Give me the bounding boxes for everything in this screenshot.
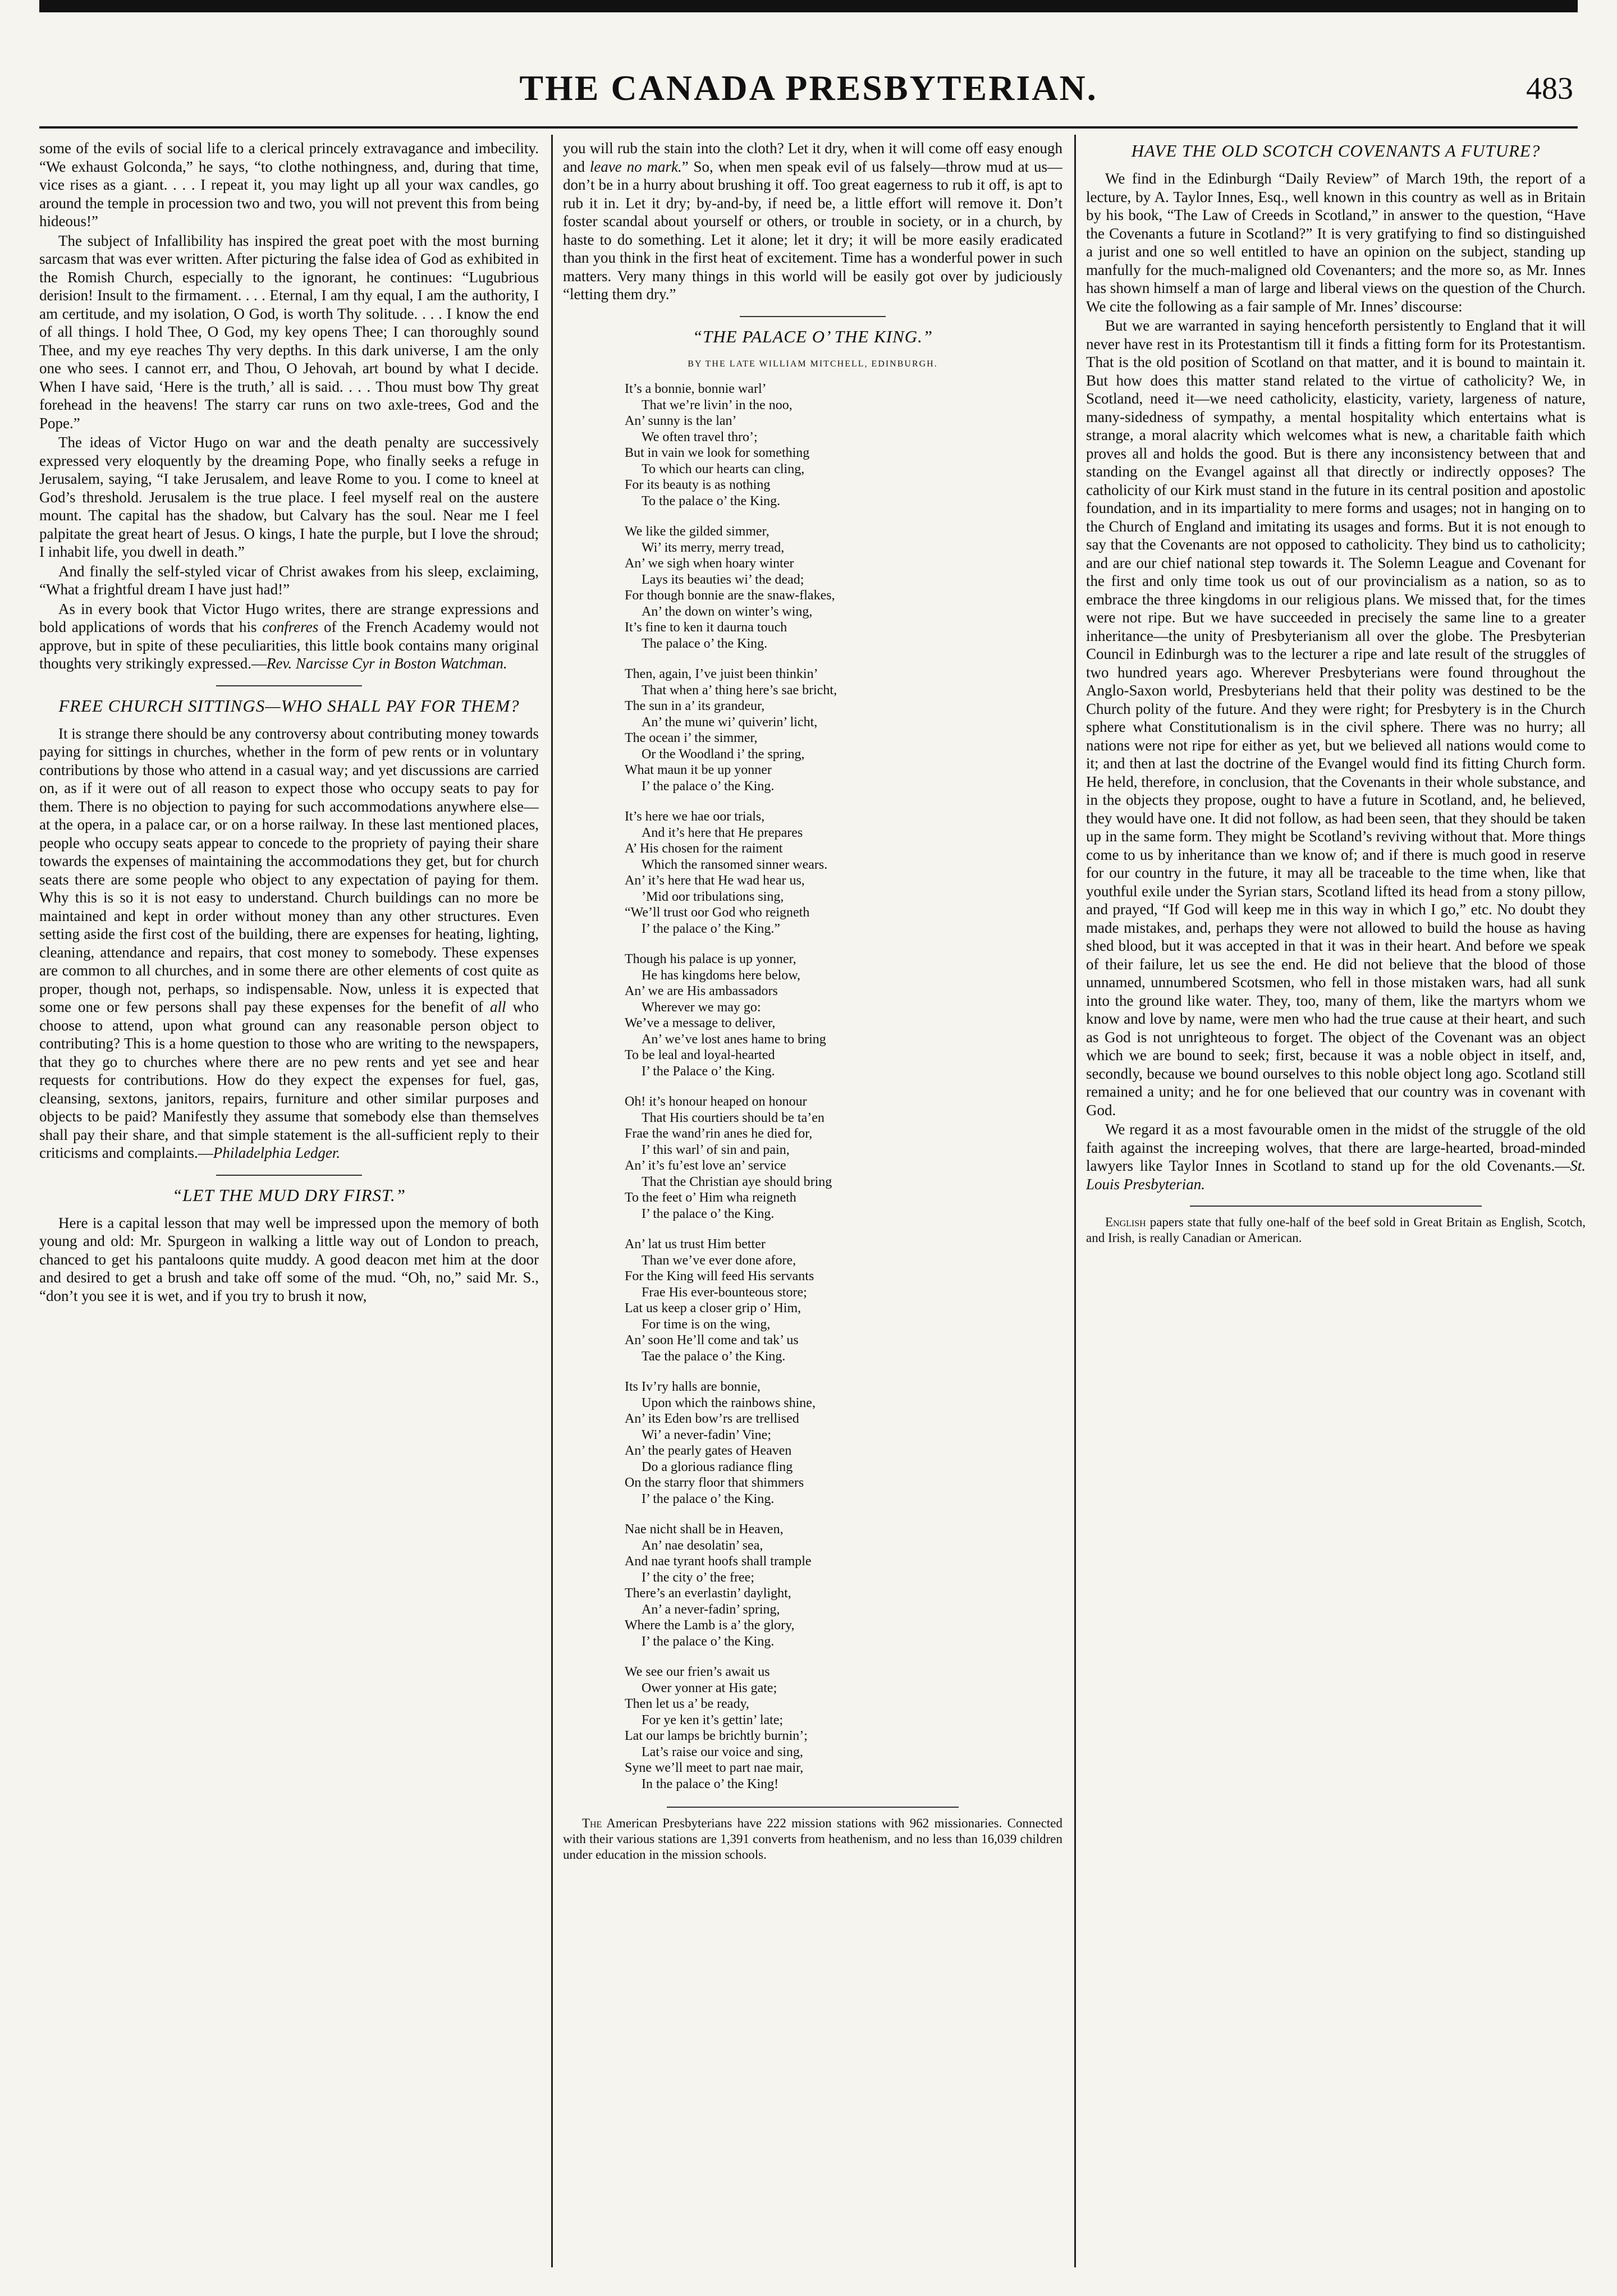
poem-line: It’s a bonnie, bonnie warl’ [625,382,767,396]
poem-line: We see our frien’s await us [625,1665,770,1679]
poem-line: I’ the palace o’ the King.” [642,921,780,936]
poem-line: Syne we’ll meet to part nae mair, [625,1761,804,1775]
source-credit: Philadelphia Ledger. [213,1144,341,1161]
poem-line: An’ a never-fadin’ spring, [642,1602,780,1617]
poem-line: In the palace o’ the King! [642,1776,779,1791]
poem-line: An’ lat us trust Him better [625,1237,766,1252]
poem-line: Lat us keep a closer grip o’ Him, [625,1301,801,1316]
poem-line: On the starry floor that shimmers [625,1475,804,1490]
column-2 [563,139,1062,2266]
poem-line: Nae nicht shall be in Heaven, [625,1522,784,1537]
article-separator [667,1807,959,1808]
column-3 [1086,139,1586,2266]
note-lead: English [1105,1215,1146,1229]
source-credit: Rev. Narcisse Cyr in Boston Watchman. [266,655,507,672]
text-run: As in every book that Victor Hugo writes, there are strange expressions and bold applications of words that his [39,600,539,635]
poem-line: Oh! it’s honour heaped on honour [625,1094,807,1109]
column-divider [1074,135,1076,2267]
poem-line: And nae tyrant hoofs shall trample [625,1554,812,1569]
poem-line: To the feet o’ Him wha reigneth [625,1190,796,1205]
poem-line: For though bonnie are the snaw-flakes, [625,588,835,603]
poem-line: To be leal and loyal-hearted [625,1048,775,1062]
text-run: ” So, when men speak evil of us falsely—throw mud at us—don’t be in a hurry about brushing it off. Too great eagerness to rub it off, is apt to rub it in. Let it dry; by-and-by, if need be, a little effort will remove it. Don’t foster scandal about yourself or others, or trouble in society, or in a church, by haste to do something. Let it alone; let it dry; it will be more easily eradicated than you think in the first heat of excitement. Time has a wonderful power in such matters. Very many things in this world will be easily got over by judiciously “letting them dry.” [563,158,1062,303]
masthead [39,67,1578,123]
note-text: American Presbyterians have 222 mission stations with 962 missionaries. Connected with their various stations are 1,391 converts from heathenism, and no less than 16,039 children under education in the mission schools. [563,1816,1062,1862]
news-note [563,1816,1062,1863]
poem-line: Lat’s raise our voice and sing, [642,1744,803,1759]
quoted-paragraph: But we are warranted in saying henceforth persistently to England that it will never have rest in its Protestantism till it finds a fitting form for its Protestantism. That is the old position of Scotland on that matter, and it is bound to maintain it. But how does this matter stand related to the virtue of catholicity? We, in Scotland, need it—we need catholicity, elasticity, variety, largeness of nature, many-sidedness of sympathy, a mental hospitality which entertains what is strange, a moral alacrity which welcomes what is new, a charitable faith which proves all and holds the good. But is there any inconsistency between that and standing on the Evangel against all that directly or indirectly opposes? The catholicity of our Kirk must stand in the future in its central position and apostolic foundation, and in its impartiality to mere forms and usages; not in hanging on to the Church of England and imitating its usages and forms. But it is not enough to say that the Covenants are not opposed to catholicity. They bind us to catholicity; and are our chief national step towards it. The Solemn League and Covenant for the first and only time took us out of our provincialism as a nation, so as to embrace the three kingdoms in our religious plans. We missed that, for the times were not ripe. But we have succeeded in precisely the same line to a greater inheritance—the unity of Presbyterianism all over the globe. The Presbyterian Council in Edinburgh was to the lecturer a ripe and late result of the struggles of two hundred years ago. Wherever Presbyterians were found throughout the Anglo-Saxon world, Presbyterians held that their polity was destined to be the Church polity of the future. And they were right; for Presbytery is in the Church sphere what Constitutionalism is in the civil sphere. There was no hurry; all nations were not ripe for either as yet, but we believed all nations would come to it; and then at last the doctrine of the Evangel would find its fitting Church form. He held, therefore, in conclusion, that the Covenants in their whole substance, and in the objects they propose, ought to have a future in Scotland, and, he believed, they would have one. It did not follow, as had been seen, that they should be taken up in the same form. They might be Scotland’s reviving without that. More things come to us by inheritance than we know of; and if there is much good in reserve for our country in the future, it may all be traceable to the time when, like that youthful exile under the Syrian stars, Scotland lifted its head from a stony pillow, and prayed, “If God will keep me in this way in which I go,” etc. No doubt they made mistakes, and, perhaps they were not allowed to build the house as having shed blood, but it was accepted in that it was in their heart. And before we speak of their failure, let us see the end. He did not believe that the blood of those unnamed, unnumbered Scotsmen, who fell in those mistaken wars, had all sunk into the ground like water. They, too, many of them, like the martyrs whom we know and love by name, were men who had the true cause at their heart, and such as God is not unrighteous to forget. The object of the Covenant was an object which we are bound to seek; first, because it was a noble object in itself, and, secondly, because we bound ourselves to this noble object long ago. Scotland still remained a unity; and he for one believed that our country was in covenant with God. [1086,317,1586,1119]
poem-line: Lays its beauties wi’ the dead; [642,572,804,587]
poem-line: An’ soon He’ll come and tak’ us [625,1333,799,1348]
article-heading: “LET THE MUD DRY FIRST.” [172,1185,406,1205]
poem-line: We’ve a message to deliver, [625,1016,776,1030]
poem-line: For its beauty is as nothing [625,478,771,492]
masthead-title: THE CANADA PRESBYTERIAN. [519,68,1098,108]
poem-line: That we’re livin’ in the noo, [642,397,793,413]
poem-stanza [625,1664,1062,1792]
poem-line: Then, again, I’ve juist been thinkin’ [625,667,818,681]
poem [625,381,1062,1792]
news-note [1086,1215,1586,1246]
page-number: 483 [1526,71,1573,106]
poem-line: An’ we sigh when hoary winter [625,556,794,571]
poem-line: Which the ransomed sinner wears. [642,857,828,872]
poem-byline: BY THE LATE WILLIAM MITCHELL, EDINBURGH. [688,359,938,369]
poem-line: For time is on the wing, [642,1317,771,1332]
poem-line: An’ nae desolatin’ sea, [642,1538,763,1553]
poem-line: I’ the palace o’ the King. [642,1634,775,1649]
poem-line: An’ it’s fu’est love an’ service [625,1158,786,1173]
poem-line: Where the Lamb is a’ the glory, [625,1618,795,1633]
emphasis: confreres [262,618,319,635]
poem-line: I’ the palace o’ the King. [642,1491,775,1506]
note-lead: The [582,1816,602,1830]
article-heading: HAVE THE OLD SCOTCH COVENANTS A FUTURE? [1131,141,1541,161]
paragraph: The ideas of Victor Hugo on war and the death penalty are successively expressed very eloquently by the dreaming Pope, who finally seeks a refuge in Jerusalem, saying, “I take Jerusalem, and leave Rome to you. I come to kneel at God’s threshold. Jerusalem is the true place. I feel myself real on the austere mount. The capital has the shadow, but Calvary has the soul. Near me I feel palpitate the great heart of Jesus. O kings, I hate the purple, but I love the shroud; I inhabit life, you dwell in death.” [39,434,539,560]
poem-line: Wi’ its merry, merry tread, [642,540,785,555]
poem-line: For ye ken it’s gettin’ late; [642,1712,784,1727]
poem-line: We often travel thro’; [642,429,758,444]
poem-line: Then let us a’ be ready, [625,1697,749,1711]
paragraph [39,725,539,1162]
text-run: We regard it as a most favourable omen in the midst of the struggle of the old faith against the increeping wolves, that there are large-hearted, broad-minded lawyers like Taylor Innes in Scotland to stand up for the old Covenants.— [1086,1121,1586,1174]
poem-line: To which our hearts can cling, [642,461,805,476]
poem-line: For the King will feed His servants [625,1269,814,1284]
article-separator [216,685,362,686]
poem-line: It’s here we hae oor trials, [625,809,765,824]
poem-line: He has kingdoms here below, [642,968,801,983]
poem-line: That the Christian aye should bring [642,1174,832,1189]
poem-line: I’ the Palace o’ the King. [642,1064,775,1079]
poem-line: I’ the city o’ the free; [642,1570,754,1585]
poem-line: Lat our lamps be brichtly burnin’; [625,1729,808,1743]
text-run: you will rub the stain into the cloth? Let it dry, when it will come off easy enough and [563,140,1062,175]
poem-stanza [625,524,1062,652]
poem-line: I’ this warl’ of sin and pain, [642,1142,790,1157]
paragraph: We find in the Edinburgh “Daily Review” of March 19th, the report of a lecture, by A. Taylor Innes, Esq., well known in this country as well as in Britain by his book, “The Law of Creeds in Scotland,” in answer to the question, “Have the Covenants a future in Scotland?” It is very gratifying to find so distinguished a jurist and one so well entitled to have an opinion on the subject, standing up manfully for the much-maligned old Covenanters; and the more so, as Mr. Innes has shown himself a man of large and liberal views on the question of the Church. We cite the following as a fair sample of Mr. Innes’ discourse: [1086,170,1586,315]
poem-line: Upon which the rainbows shine, [642,1395,816,1410]
text-run: of the French Academy would not approve, but in spite of these peculiarities, this little book contains many original thoughts very strikingly expressed.— [39,618,539,672]
poem-line: An’ it’s here that He wad hear us, [625,873,805,888]
column-divider [551,135,553,2267]
poem-line: An’ the mune wi’ quiverin’ licht, [642,714,818,730]
poem-stanza [625,1094,1062,1222]
paragraph: And finally the self-styled vicar of Christ awakes from his sleep, exclaiming, “What a frightful dream I have just had!” [39,562,539,598]
source-credit: St. Louis Presbyterian. [1086,1157,1586,1193]
poem-line: Frae the wand’rin anes he died for, [625,1126,813,1141]
poem-line: I’ the palace o’ the King. [642,1206,775,1221]
text-run: who choose to attend, upon what ground can any reasonable person object to contributing? This is a home question to those who are writing to the newspapers, that they go to churches where there are no pew rents and yet see and hear requests for contributions. How do they expect the expenses for fuel, gas, cleansing, sextons, janitors, repairs, furniture and other similar purposes and objects to be paid? Manifestly they assume that somebody else than themselves shall pay their share, and that simple statement is the all-sufficient reply to their criticisms and complaints.— [39,998,539,1161]
poem-line: Or the Woodland i’ the spring, [642,746,805,762]
paragraph: Here is a capital lesson that may well be impressed upon the memory of both young and old: Mr. Spurgeon in walking a little way out of London to preach, chanced to get his pantaloons quite muddy. A good deacon met him at the door and desired to get a brush and take off some of the mud. “Oh, no,” said Mr. S., “don’t you see it is wet, and if you try to brush it now, [39,1214,539,1304]
poem-line: I’ the palace o’ the King. [642,778,775,794]
article-separator [1190,1206,1482,1207]
column-1 [39,139,539,2266]
poem-line: An’ sunny is the lan’ [625,414,737,428]
poem-line: We like the gilded simmer, [625,524,769,539]
poem-stanza [625,1236,1062,1364]
paragraph: some of the evils of social life to a clerical princely extravagance and imbecility. “We exhaust Golconda,” he says, “to clothe nothingness, and, during that time, vice rises as a giant. . . . I repeat it, you may light up all your wax candles, go around the temple in procession two and two, you will not prevent this from being hideous!” [39,140,539,230]
article-separator [740,316,886,317]
poem-line: That when a’ thing here’s sae bricht, [642,682,837,698]
paragraph [1086,1120,1586,1193]
poem-line: A’ His chosen for the raiment [625,841,783,856]
note-text: papers state that fully one-half of the beef sold in Great Britain as English, Scotch, and Irish, is really Canadian or American. [1086,1215,1586,1245]
emphasis: leave no mark. [589,158,682,175]
poem-line: Wi’ a never-fadin’ Vine; [642,1427,771,1442]
paragraph [563,139,1062,304]
poem-line: It’s fine to ken it daurna touch [625,620,787,635]
poem-line: To the palace o’ the King. [642,493,781,508]
poem-line: An’ the pearly gates of Heaven [625,1443,792,1458]
paragraph [39,600,539,673]
poem-stanza [625,951,1062,1079]
poem-stanza [625,809,1062,937]
paragraph: The subject of Infallibility has inspired the great poet with the most burning sarcasm that was ever written. After picturing the false idea of God as exhibited in the Romish Church, especially to the ignorant, he continues: “Lugubrious derision! Insult to the firmament. . . . Eternal, I am thy equal, I am the authority, I am certitude, and my isolation, O God, is worth Thy solitude. . . . I know the end of all things. I hold Thee, O God, my key opens Thee; I can thoroughly sound Thee, and my eye reaches Thy very depths. In this dark universe, I am the only one who sees. I cannot err, and Thou, O Jehovah, art bound by what I decide. When I have said, ‘Here is the truth,’ all is said. . . . Thou must bow Thy great forehead in the heavens! The starry car runs on two axle-trees, God and the Pope.” [39,232,539,432]
poem-line: An’ we’ve lost anes hame to bring [642,1032,826,1047]
emphasis: all [489,998,506,1015]
poem-line: Than we’ve ever done afore, [642,1253,796,1268]
poem-line: Its Iv’ry halls are bonnie, [625,1380,761,1394]
poem-line: Ower yonner at His gate; [642,1680,777,1695]
poem-line: But in vain we look for something [625,446,810,460]
article-separator [216,1175,362,1176]
poem-line: Tae the palace o’ the King. [642,1349,786,1364]
poem-line: Do a glorious radiance fling [642,1459,793,1474]
header-rule [39,126,1578,129]
poem-line: ’Mid oor tribulations sing, [642,889,784,904]
poem-line: What maun it be up yonner [625,763,772,777]
poem-line: The sun in a’ its grandeur, [625,699,765,713]
poem-line: Though his palace is up yonner, [625,952,796,966]
poem-line: The palace o’ the King. [642,636,768,651]
poem-line: An’ the down on winter’s wing, [642,604,813,619]
top-rule [39,0,1578,12]
poem-line: Wherever we may go: [642,1000,761,1015]
poem-line: An’ its Eden bow’rs are trellised [625,1411,799,1426]
poem-line: Frae His ever-bounteous store; [642,1285,807,1300]
poem-stanza [625,1379,1062,1507]
poem-line: An’ we are His ambassadors [625,984,778,998]
poem-line: “We’ll trust oor God who reigneth [625,905,810,920]
article-heading: “THE PALACE O’ THE KING.” [692,326,933,346]
poem-line: That His courtiers should be ta’en [642,1110,824,1125]
poem-line: The ocean i’ the simmer, [625,731,758,745]
poem-stanza [625,1521,1062,1649]
poem-line: There’s an everlastin’ daylight, [625,1586,791,1601]
poem-line: And it’s here that He prepares [642,825,803,840]
article-heading: FREE CHURCH SITTINGS—WHO SHALL PAY FOR THEM? [58,695,520,716]
poem-stanza [625,381,1062,509]
text-run: It is strange there should be any controversy about contributing money towards paying for sittings in churches, whether in the form of pew rents or in voluntary contributions by those who attend in a casual way; and yet discussions are carried on, as if it were out of all reason to expect those who occupy seats to pay for them. There is no objection to paying for such accommodations anywhere else—at the opera, in a palace car, or on a horse railway. In these last mentioned places, people who occupy seats appear to concede to the propriety of paying their share towards the expenses of maintaining the accommodations they get, but for church seats there are some people who object to any expectation of paying for them. Why this is so it is not easy to understand. Church buildings can no more be maintained and kept in order without money than any other structures. Even setting aside the first cost of the building, there are expenses for heating, lighting, cleaning, attendance and repairs, that cost money to somebody. These expenses are common to all churches, and in some there are other elements of cost quite as proper, though not, perhaps, so indispensable. Now, unless it is expected that some one or few persons shall pay these expenses for the benefit of [39,725,539,1015]
poem-stanza [625,666,1062,794]
